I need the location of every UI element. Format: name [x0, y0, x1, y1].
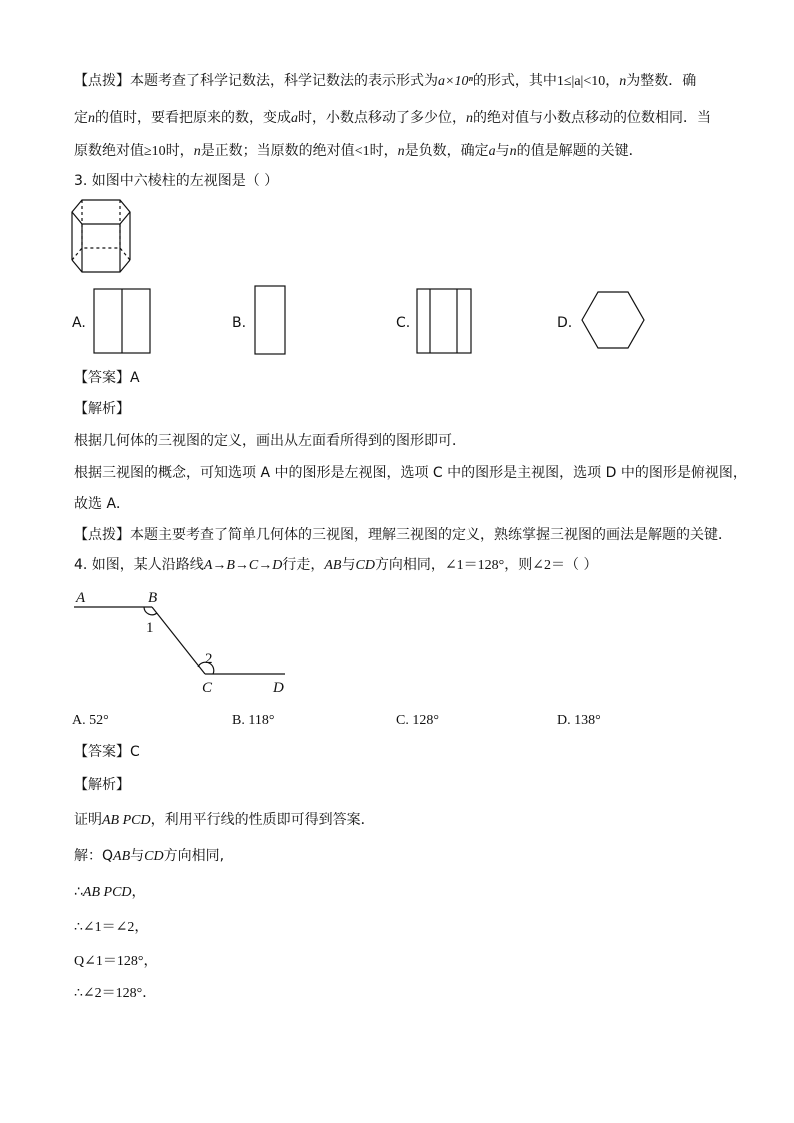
formula: <1 — [354, 144, 370, 159]
point-a-label: A — [76, 590, 86, 606]
q3-option-d-label: D. — [557, 315, 573, 331]
q3-analysis-2: 根据三视图的概念，可知选项 A 中的图形是左视图，选项 C 中的图形是主视图，选项 D 中的图形是俯视图， — [74, 465, 747, 481]
variable: a — [291, 111, 298, 126]
variable: n — [88, 111, 95, 126]
formula: AB PCD — [82, 885, 132, 900]
q4-proof-line — [74, 810, 375, 831]
q3-tip: 【点拨】本题主要考查了简单几何体的三视图，理解三视图的定义，熟练掌握三视图的画法是解题的关键． — [74, 527, 732, 543]
formula: a×10ⁿ — [438, 74, 473, 89]
formula: AB PCD — [102, 813, 151, 828]
text: 的值时，要看把原来的数，变成 — [95, 110, 291, 126]
text: ，利用平行线的性质即可得到答案． — [150, 812, 375, 828]
point-c-label: C — [202, 680, 213, 696]
variable: n — [193, 144, 201, 159]
q3-option-b-figure — [254, 285, 286, 355]
variable: CD — [144, 849, 164, 864]
q3-analysis-1: 根据几何体的三视图的定义，画出从左面看所得到的图形即可． — [74, 433, 466, 449]
q4-option-d: D. 138° — [557, 713, 601, 728]
text: 行走， — [282, 557, 325, 573]
q4-step-4: ∴∠2＝128°． — [74, 986, 157, 1001]
q4-question — [74, 555, 597, 576]
variable: n — [466, 111, 473, 126]
point-b-label: B — [148, 590, 158, 606]
variable: n — [509, 144, 517, 159]
q4-solution-line — [74, 846, 224, 867]
angle-1-label: 1 — [146, 620, 154, 636]
text: 与 — [495, 143, 510, 159]
formula: A→B→C→D — [203, 558, 283, 573]
text: 时，小数点移动了多少位， — [298, 110, 466, 126]
text: 4. 如图，某人沿路线 — [74, 557, 204, 573]
variable: CD — [355, 558, 375, 573]
segment-bc — [152, 607, 205, 674]
text: 的绝对值与小数点移动的位数相同．当 — [473, 110, 711, 126]
q3-question: 3. 如图中六棱柱的左视图是（ ） — [74, 173, 279, 189]
q3-option-b-label: B. — [232, 315, 247, 331]
text: 方向相同, — [163, 848, 225, 864]
q4-option-a: A. 52° — [72, 713, 109, 728]
therefore-symbol: ∴ — [74, 884, 83, 900]
angle-2-label: 2 — [205, 651, 213, 667]
text: 的形式，其中 — [472, 73, 557, 89]
q4-answer: 【答案】C — [74, 744, 140, 760]
text: 定 — [74, 110, 88, 126]
q3-option-d-figure — [580, 290, 646, 350]
tip-prev-line-3 — [74, 141, 643, 162]
text: 方向相同， — [374, 557, 445, 573]
hexagonal-prism-figure — [70, 196, 132, 276]
q4-option-b: B. 118° — [232, 713, 275, 728]
text: 【点拨】本题考查了科学记数法，科学记数法的表示形式为 — [74, 73, 438, 89]
q4-analysis-title: 【解析】 — [74, 777, 130, 793]
route-figure — [70, 588, 295, 698]
text: 与 — [341, 557, 356, 573]
variable: n — [619, 74, 627, 89]
text: 证明 — [74, 812, 102, 828]
formula: 1≤|a|<10 — [556, 74, 606, 89]
text: （ ） — [565, 557, 598, 573]
tip-prev-line-2 — [74, 108, 711, 129]
text: 是正数；当原数的绝对值 — [200, 143, 355, 159]
q3-option-c-figure — [416, 288, 472, 354]
variable: a — [488, 144, 496, 159]
text: ， — [131, 884, 146, 900]
q3-analysis-title: 【解析】 — [74, 401, 130, 417]
q3-analysis-3: 故选 A． — [74, 496, 131, 512]
text: 解：Q — [74, 848, 114, 864]
formula: ≥10 — [144, 144, 166, 159]
text: ，则 — [504, 557, 533, 573]
variable: n — [397, 144, 405, 159]
text: 的值是解题的关键． — [516, 143, 643, 159]
formula: ∠2＝ — [532, 558, 566, 573]
tip-prev-line-1 — [74, 71, 696, 92]
text: ， — [605, 73, 620, 89]
q4-step-3: Q∠1＝128°， — [74, 954, 158, 969]
text: 为整数．确 — [626, 73, 697, 89]
q4-step-2: ∴∠1＝∠2， — [74, 920, 149, 935]
q3-option-a-label: A. — [72, 315, 86, 331]
text: 时， — [165, 143, 194, 159]
q3-answer: 【答案】A — [74, 370, 140, 386]
point-d-label: D — [273, 680, 284, 696]
text: 与 — [130, 848, 145, 864]
q4-option-c: C. 128° — [396, 713, 439, 728]
q4-step-1 — [74, 882, 146, 903]
variable: AB — [324, 558, 342, 573]
variable: AB — [113, 849, 131, 864]
q3-option-c-label: C. — [396, 315, 411, 331]
text: 时， — [369, 143, 398, 159]
text: 原数绝对值 — [74, 143, 144, 159]
text: 是负数，确定 — [404, 143, 489, 159]
formula: ∠1＝128° — [444, 558, 505, 573]
q3-option-a-figure — [93, 288, 151, 354]
